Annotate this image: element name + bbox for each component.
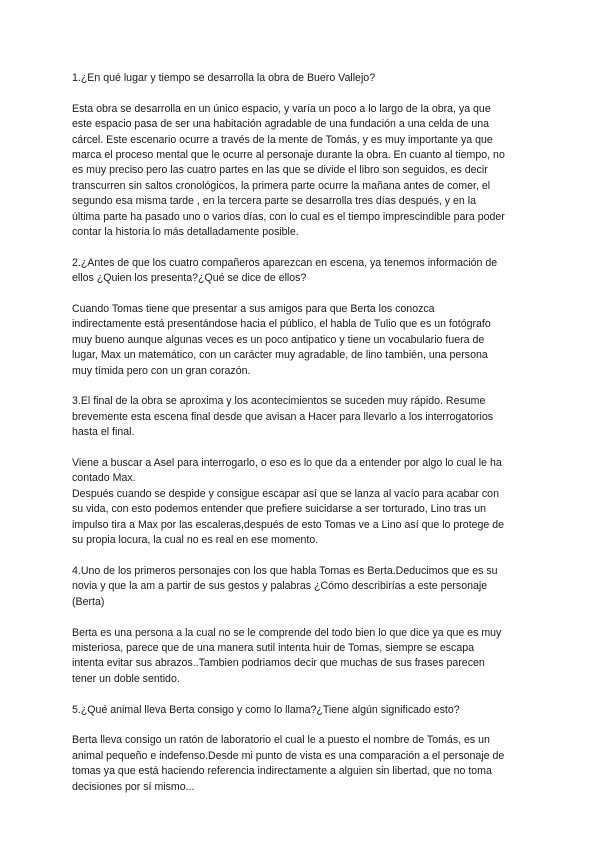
question-2: 2.¿Antes de que los cuatro compañeros aparezcan en escena, ya tenemos información de ellos ¿Quien los presenta?¿Qué se dice de ellos?	[72, 256, 498, 285]
document-page	[72, 71, 534, 795]
answer-3: Viene a buscar a Asel para interrogarlo, o eso es lo que da a entender por algo lo cual le ha contado Max. Después cuando se despide y consigue escapar así que se lanza al vacío para acabar con su vida, con esto podemos entender que prefiere suicidarse a ser torturado, Lino tras un impulso tira a Max por las escaleras,después de esto Tomas ve a Lino así que lo protege de su propia locura, la cual no es real en ese momento.	[72, 457, 505, 547]
answer-1: Esta obra se desarrolla en un único espacio, y varía un poco a lo largo de la obra, ya que este espacio pasa de ser una habitación agradable de una fundación a una celda de una cárcel. Este escenario ocurre a través de la mente de Tomás, y es muy importante ya que marca el proceso mental que le ocurre al personaje durante la obra. En cuanto al tiempo, no es muy preciso pero las cuatro partes en las que se divide el libro son seguidos, es decir transcurren sin saltos cronológicos, la primera parte ocurre la mañana antes de comer, el segundo esa misma tarde , en la tercera parte se desarrolla tres días después, y en la última parte ha pasado uno o varios días, con lo cual es el tiempo imprescindible para poder contar la historia lo más detalladamente posible.	[72, 102, 505, 239]
answer-2: Cuando Tomas tiene que presentar a sus amigos para que Berta los conozca indirectamente está presentándose hacia el público, el habla de Tulio que es un fotógrafo muy bueno aunque algunas veces es un poco antipatico y tiene un vocabulario fuera de lugar, Max un matemático, con un carácter muy agradable, de lino también, una persona muy tímida pero con un gran corazón.	[72, 303, 491, 377]
question-1: 1.¿En qué lugar y tiempo se desarrolla la obra de Buero Vallejo?	[72, 72, 376, 84]
answer-4: Berta es una persona a la cual no se le comprende del todo bien lo que dice ya que es muy misteriosa, parece que de una manera sutil intenta huir de Tomas, siempre se escapa intenta evitar sus abrazos..Tambien podriamos decir que muchas de sus frases parecen tener un doble sentido.	[72, 626, 502, 685]
answer-5: Berta lleva consigo un ratón de laboratorio el cual le a puesto el nombre de Tomás, es un animal pequeño e indefenso.Desde mi punto de vista es una comparación a el personaje de tomas ya que está haciendo referencia indirectamente a alguien sin libertad, que no toma decisiones por sí mismo...	[72, 734, 505, 793]
question-4: 4.Uno de los primeros personajes con los que habla Tomas es Berta.Deducimos que es su novia y que la am a partir de sus gestos y palabras ¿Cómo describirías a este personaje (Berta)	[72, 564, 498, 608]
question-3: 3.El final de la obra se aproxima y los acontecimientos se suceden muy rápido. Resume brevemente esta escena final desde que avisan a Hacer para llevarlo a los interrogatorios hasta el final.	[72, 395, 494, 439]
question-5: 5.¿Qué animal lleva Berta consigo y como lo llama?¿Tiene algún significado esto?	[72, 703, 460, 716]
